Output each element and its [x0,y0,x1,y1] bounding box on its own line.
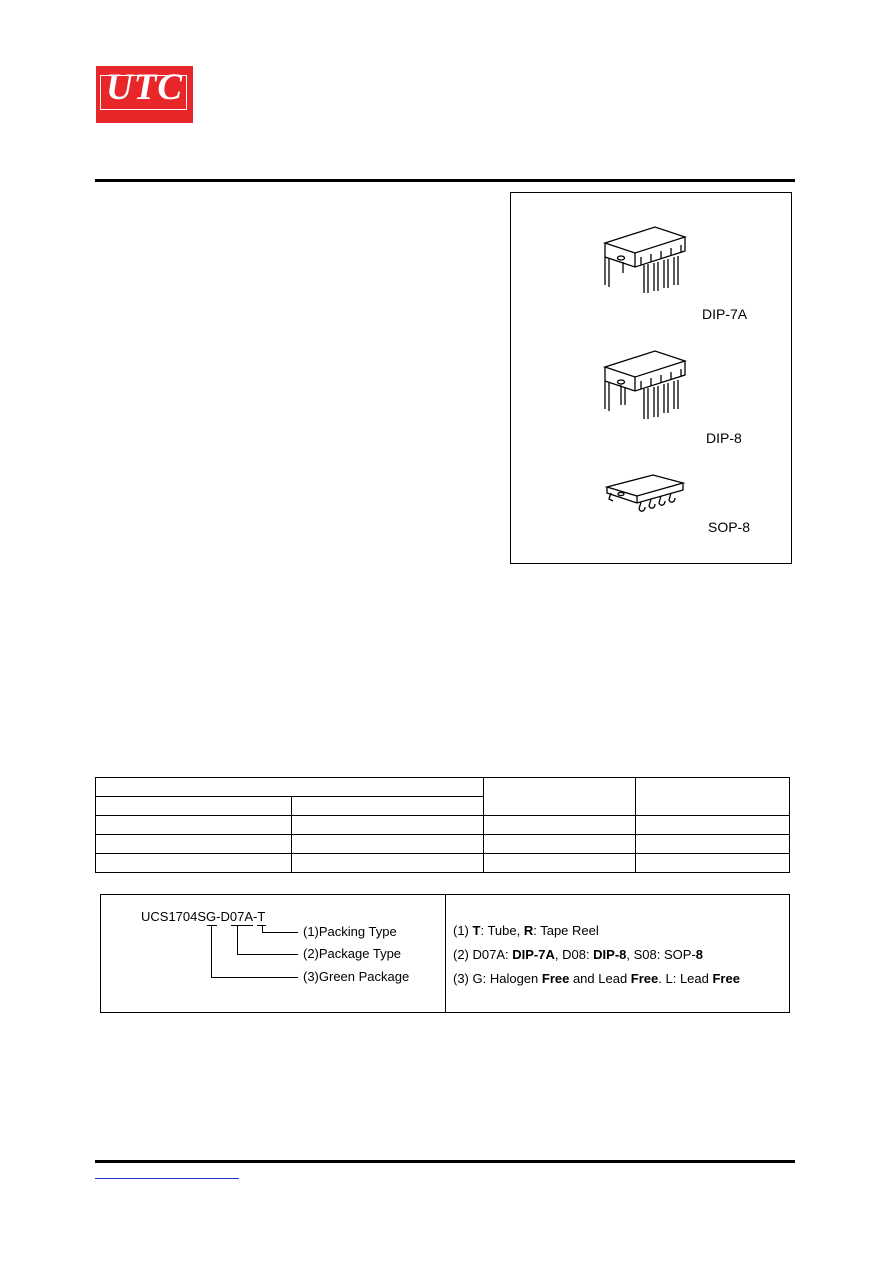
table-cell [291,835,484,854]
table-row [96,816,790,835]
note-package: (2) D07A: DIP-7A, D08: DIP-8, S08: SOP-8 [453,947,704,962]
underline-green [207,925,217,926]
footer-link[interactable] [95,1178,239,1179]
underline-package [231,925,253,926]
table-row [96,854,790,873]
table-cell [636,854,790,873]
utc-logo [96,66,193,123]
table-cell [96,816,292,835]
table-cell [484,854,636,873]
leader-package-v [237,925,238,955]
table-cell [636,816,790,835]
table-cell [291,816,484,835]
logo-text: UTC [106,67,183,108]
table-cell [484,816,636,835]
ordering-information-table [95,777,790,873]
table-cell [636,835,790,854]
table-cell [96,854,292,873]
leader-package-h [237,954,298,955]
leader-green-v [211,925,212,978]
footer-rule [95,1160,795,1163]
table-cell [636,778,790,816]
package-outline-box [510,192,792,564]
label-packing-type: (1)Packing Type [303,924,397,939]
table-cell [96,778,484,797]
package-label-dip-8: DIP-8 [706,430,742,446]
table-cell [96,797,292,816]
package-label-sop-8: SOP-8 [708,519,751,535]
dip-8-package-icon [601,347,701,431]
header-rule [95,179,795,182]
part-number-decoder [100,894,790,1013]
table-cell [291,797,484,816]
label-package-type: (2)Package Type [303,946,402,961]
sop-8-package-icon [603,471,693,521]
part-number: UCS1704SG-D07A-T [141,909,266,924]
leader-packing-h [262,932,298,933]
label-green-package: (3)Green Package [303,969,410,984]
table-cell [291,854,484,873]
package-label-dip-7a: DIP-7A [702,306,748,322]
table-row [96,835,790,854]
leader-green-h [211,977,298,978]
decoder-divider [445,895,446,1012]
table-cell [484,778,636,816]
table-cell [484,835,636,854]
dip-7a-package-icon [601,223,701,305]
table-cell [96,835,292,854]
note-packing: (1) T: Tube, R: Tape Reel [453,923,599,938]
note-green: (3) G: Halogen Free and Lead Free. L: Lead Free [453,971,740,986]
